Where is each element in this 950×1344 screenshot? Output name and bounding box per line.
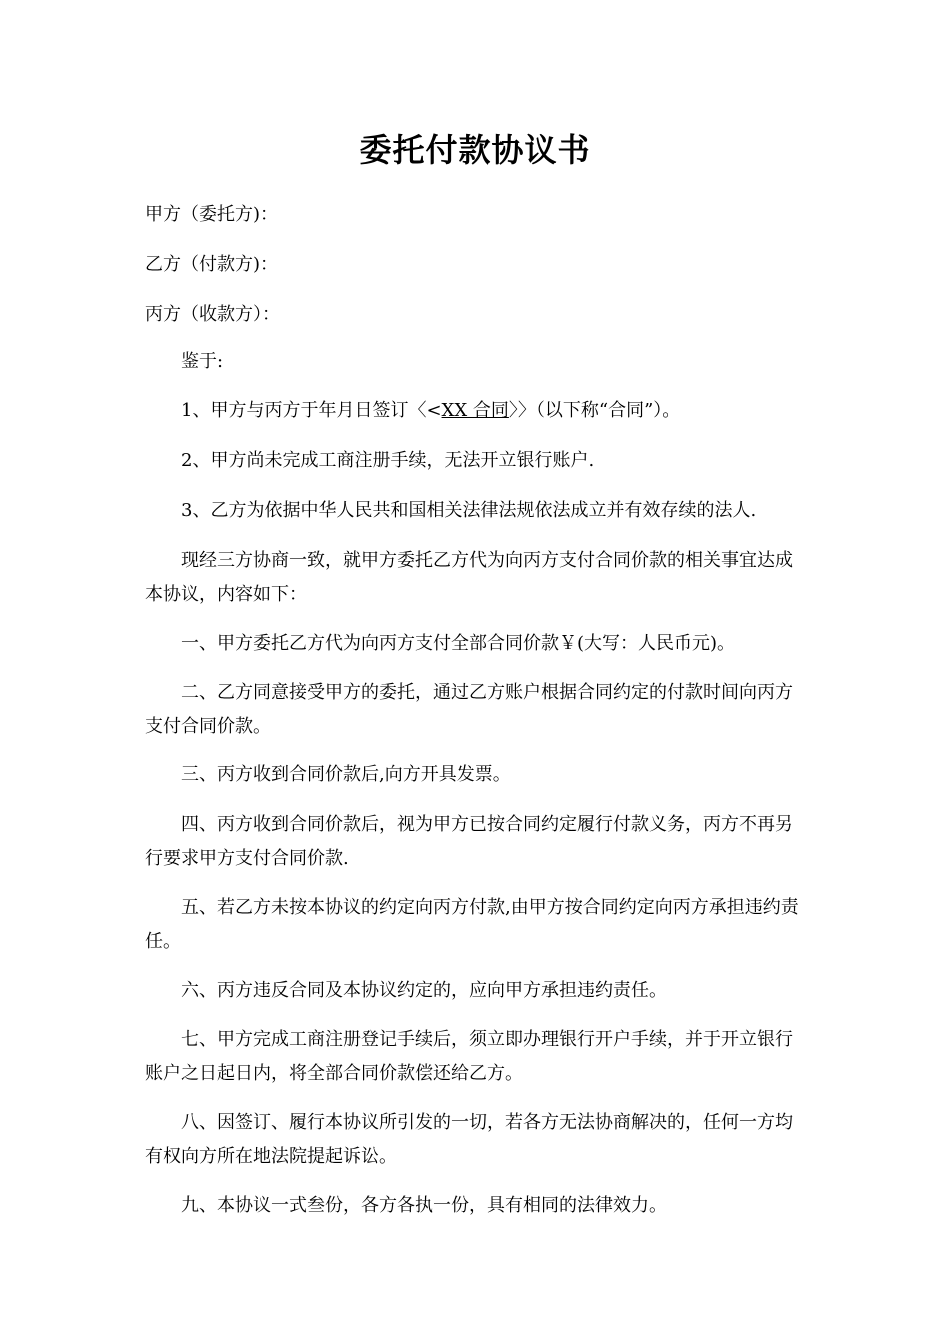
clause-5: 五、若乙方未按本协议的约定向丙方付款,由甲方按合同约定向丙方承担违约责任。 bbox=[145, 897, 799, 952]
party-a-line: 甲方（委托方)： bbox=[145, 204, 279, 225]
recital-2: 2、甲方尚未完成工商注册手续，无法开立银行账户. bbox=[181, 450, 595, 471]
recital-3: 3、乙方为依据中华人民共和国相关法律法规依法成立并有效存续的法人. bbox=[181, 500, 757, 521]
party-b-line: 乙方（付款方)： bbox=[145, 254, 279, 275]
intro-paragraph: 现经三方协商一致，就甲方委托乙方代为向丙方支付合同价款的相关事宜达成本协议，内容如下： bbox=[145, 550, 793, 605]
clause-3: 三、丙方收到合同价款后,向方开具发票。 bbox=[181, 764, 511, 785]
recital-1-contract-name: XX 合同 bbox=[441, 400, 509, 421]
clause-7: 七、甲方完成工商注册登记手续后，须立即办理银行开户手续，并于开立银行账户之日起日内，将全部合同价款偿还给乙方。 bbox=[145, 1029, 793, 1084]
clause-2: 二、乙方同意接受甲方的委托，通过乙方账户根据合同约定的付款时间向丙方支付合同价款。 bbox=[145, 682, 793, 737]
recital-1 bbox=[145, 394, 810, 428]
clause-9: 九、本协议一式叁份，各方各执一份，具有相同的法律效力。 bbox=[181, 1195, 667, 1216]
recital-1-suffix: 〉〉（以下称“合同”）。 bbox=[508, 400, 681, 421]
clause-4: 四、丙方收到合同价款后，视为甲方已按合同约定履行付款义务，丙方不再另行要求甲方支付合同价款. bbox=[145, 814, 793, 869]
clause-6: 六、丙方违反合同及本协议约定的，应向甲方承担违约责任。 bbox=[181, 980, 667, 1001]
document-title: 委托付款协议书 bbox=[359, 131, 591, 169]
recital-1-prefix: 1、甲方与丙方于年月日签订〈< bbox=[181, 400, 442, 421]
whereas-heading: 鉴于: bbox=[181, 351, 224, 372]
clause-8: 八、因签订、履行本协议所引发的一切，若各方无法协商解决的，任何一方均有权向方所在地法院提起诉讼。 bbox=[145, 1112, 793, 1167]
party-c-line: 丙方（收款方）： bbox=[145, 304, 280, 325]
clause-1: 一、甲方委托乙方代为向丙方支付全部合同价款￥(大写：人民币元)。 bbox=[181, 633, 736, 654]
